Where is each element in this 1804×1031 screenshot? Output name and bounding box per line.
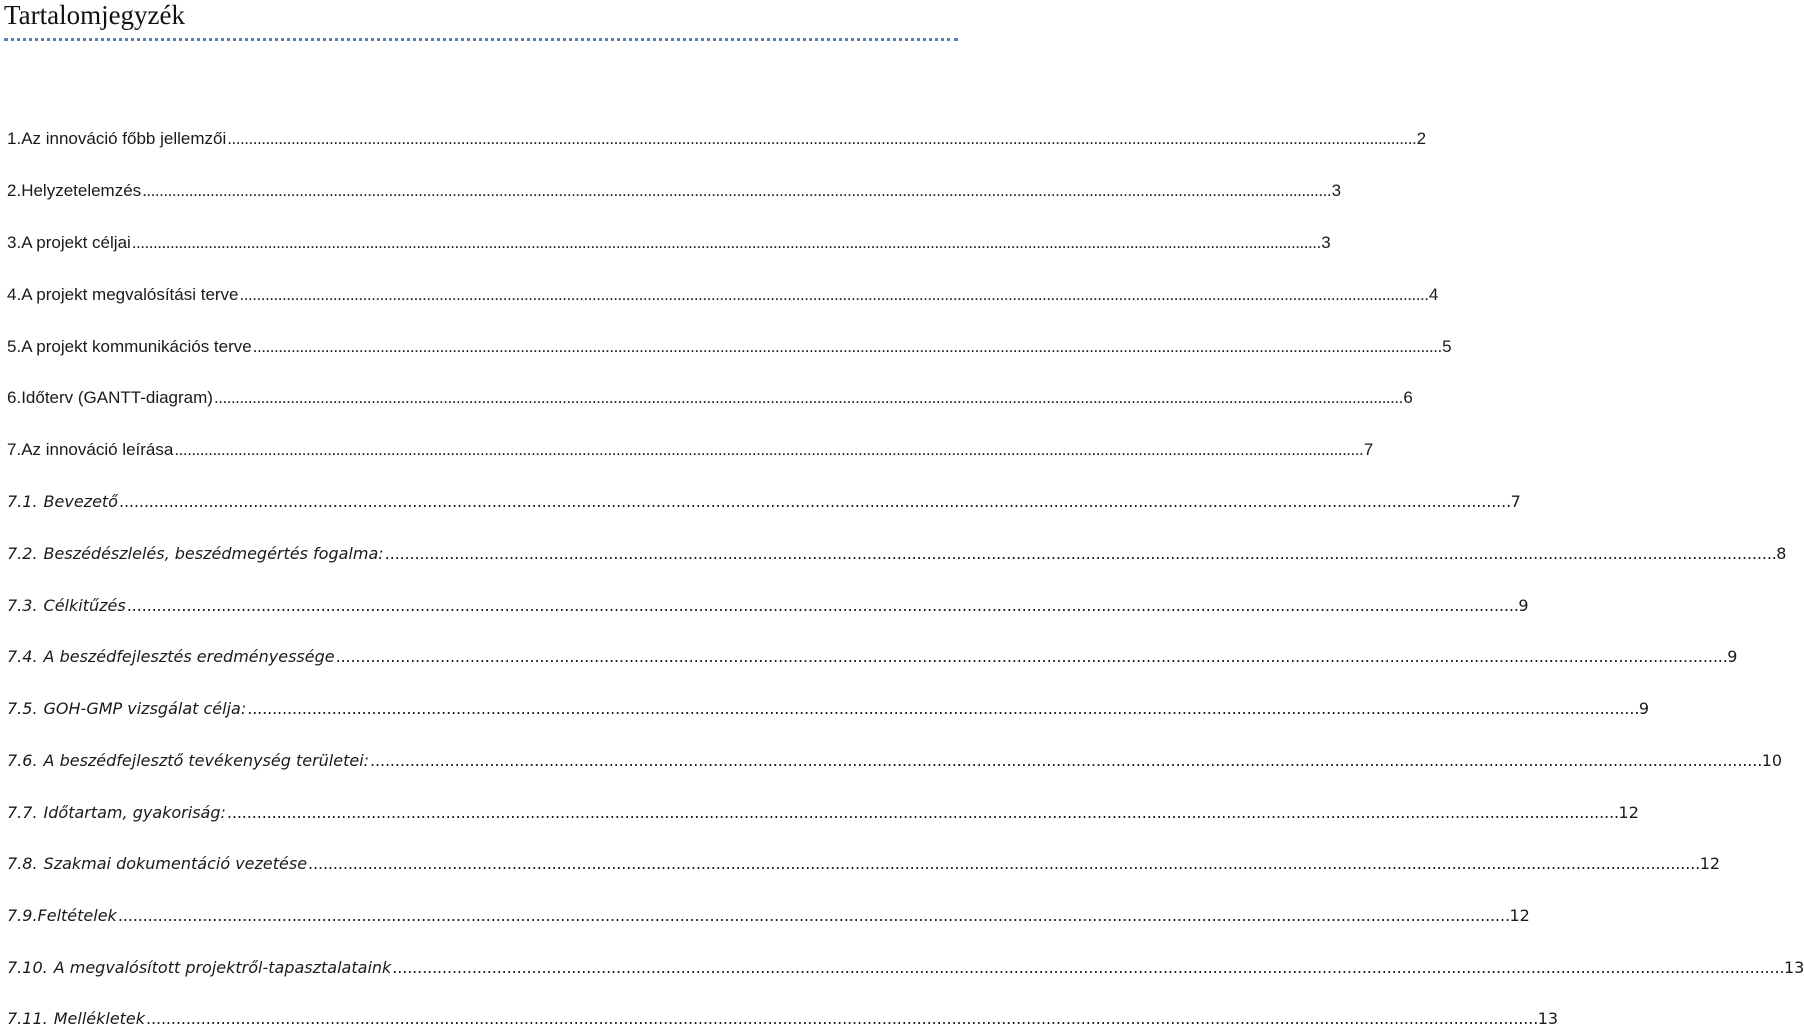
toc-entry-number: 6. [7, 388, 22, 407]
toc-entry-label: Helyzetelemzés [21, 181, 142, 200]
toc-entry-number: 7.11. [7, 1009, 48, 1028]
toc-entry-number: 7. [7, 440, 22, 459]
toc-entry-label: Időtartam, gyakoriság: [43, 803, 226, 822]
dot-leader [370, 749, 1760, 773]
toc-entry[interactable] [0, 801, 1639, 825]
toc-entry-page: 9 [1518, 596, 1529, 615]
toc-entry-number: 4. [7, 285, 22, 304]
toc-entry-number: 7.5. [7, 699, 38, 718]
toc-entry-number: 7.6. [7, 751, 38, 770]
toc-entry-label: Beszédészlelés, beszédmegértés fogalma: [43, 544, 384, 563]
toc-entry-number: 7.8. [7, 854, 38, 873]
toc-entry-label: Az innováció főbb jellemzői [21, 129, 227, 148]
toc-entry[interactable] [0, 594, 1529, 618]
toc-entry-label: Feltételek [37, 906, 117, 925]
dot-leader [336, 645, 1726, 669]
dot-leader [253, 335, 1440, 359]
toc-entry-page: 4 [1428, 285, 1439, 304]
toc-entry-page: 12 [1699, 854, 1721, 873]
toc-entry-label: Az innováció leírása [21, 440, 174, 459]
toc-entry[interactable] [0, 386, 1413, 410]
toc-entry-page: 7 [1363, 440, 1374, 459]
toc-entry-page: 9 [1638, 699, 1650, 718]
toc-entry[interactable] [0, 1007, 1559, 1031]
dot-leader [385, 542, 1775, 566]
toc-entry[interactable] [0, 179, 1342, 203]
toc-entry[interactable] [0, 956, 1804, 980]
toc-entry-label: GOH-GMP vizsgálat célja: [43, 699, 247, 718]
dot-leader [118, 904, 1508, 928]
toc-entry-number: 7.9. [7, 906, 38, 925]
toc-entry-label: A projekt céljai [21, 233, 131, 252]
toc-entry[interactable] [0, 490, 1521, 514]
toc-entry-label: Bevezető [43, 492, 118, 511]
toc-entry[interactable] [0, 542, 1787, 566]
toc-entry[interactable] [0, 749, 1783, 773]
dot-leader [146, 1007, 1536, 1031]
dot-leader [240, 283, 1427, 307]
toc-entry[interactable] [0, 645, 1738, 669]
dot-leader [132, 231, 1319, 255]
toc-entry-number: 5. [7, 337, 22, 356]
toc-entry[interactable] [0, 852, 1721, 876]
toc-entry[interactable] [0, 904, 1530, 928]
title-divider [4, 38, 958, 41]
toc-entry-page: 3 [1321, 233, 1331, 252]
page-title: Tartalomjegyzék [4, 0, 186, 30]
toc-entry-number: 1. [7, 129, 22, 148]
toc-entry[interactable] [0, 127, 1427, 151]
toc-entry-page: 13 [1783, 958, 1804, 977]
toc-entry-page: 9 [1727, 647, 1738, 666]
toc-entry[interactable] [0, 438, 1374, 462]
toc-entry-page: 13 [1537, 1009, 1559, 1028]
toc-entry-page: 2 [1416, 129, 1427, 148]
dot-leader [142, 179, 1329, 203]
toc-entry-page: 12 [1509, 906, 1530, 925]
toc-entry-number: 7.1. [7, 492, 38, 511]
dot-leader [174, 438, 1361, 462]
toc-entry[interactable] [0, 335, 1452, 359]
dot-leader [227, 127, 1414, 151]
dot-leader [392, 956, 1782, 980]
toc-entry[interactable] [0, 231, 1331, 255]
dot-leader [119, 490, 1509, 514]
toc-entry-page: 7 [1510, 492, 1521, 511]
toc-entry-label: A beszédfejlesztés eredményessége [43, 647, 335, 666]
toc-entry-label: Időterv (GANTT-diagram) [21, 388, 213, 407]
dot-leader [127, 594, 1517, 618]
toc-entry-number: 7.4. [7, 647, 38, 666]
toc-entry-label: A megvalósított projektről-tapasztalataink [53, 958, 392, 977]
toc-entry-label: A projekt megvalósítási terve [21, 285, 239, 304]
toc-entry-label: A projekt kommunikációs terve [21, 337, 252, 356]
toc-entry-page: 8 [1776, 544, 1787, 563]
toc-entry[interactable] [0, 283, 1439, 307]
toc-entry-number: 7.2. [7, 544, 38, 563]
dot-leader [308, 852, 1698, 876]
toc-entry-number: 7.3. [7, 596, 38, 615]
toc-entry[interactable] [0, 697, 1650, 721]
toc-entry-label: Szakmai dokumentáció vezetése [43, 854, 308, 873]
toc-entry-page: 3 [1331, 181, 1342, 200]
dot-leader [214, 386, 1401, 410]
toc-entry-number: 7.7. [7, 803, 38, 822]
toc-entry-number: 2. [7, 181, 22, 200]
toc-entry-page: 6 [1403, 388, 1413, 407]
toc-entry-page: 10 [1761, 751, 1783, 770]
dot-leader [227, 801, 1617, 825]
toc-entry-label: Mellékletek [53, 1009, 146, 1028]
toc-entry-page: 12 [1618, 803, 1639, 822]
toc-entry-number: 7.10. [7, 958, 48, 977]
dot-leader [247, 697, 1637, 721]
toc-entry-page: 5 [1442, 337, 1452, 356]
toc-entry-label: Célkitűzés [43, 596, 126, 615]
toc-entry-number: 3. [7, 233, 22, 252]
toc-entry-label: A beszédfejlesztő tevékenység területei: [43, 751, 370, 770]
